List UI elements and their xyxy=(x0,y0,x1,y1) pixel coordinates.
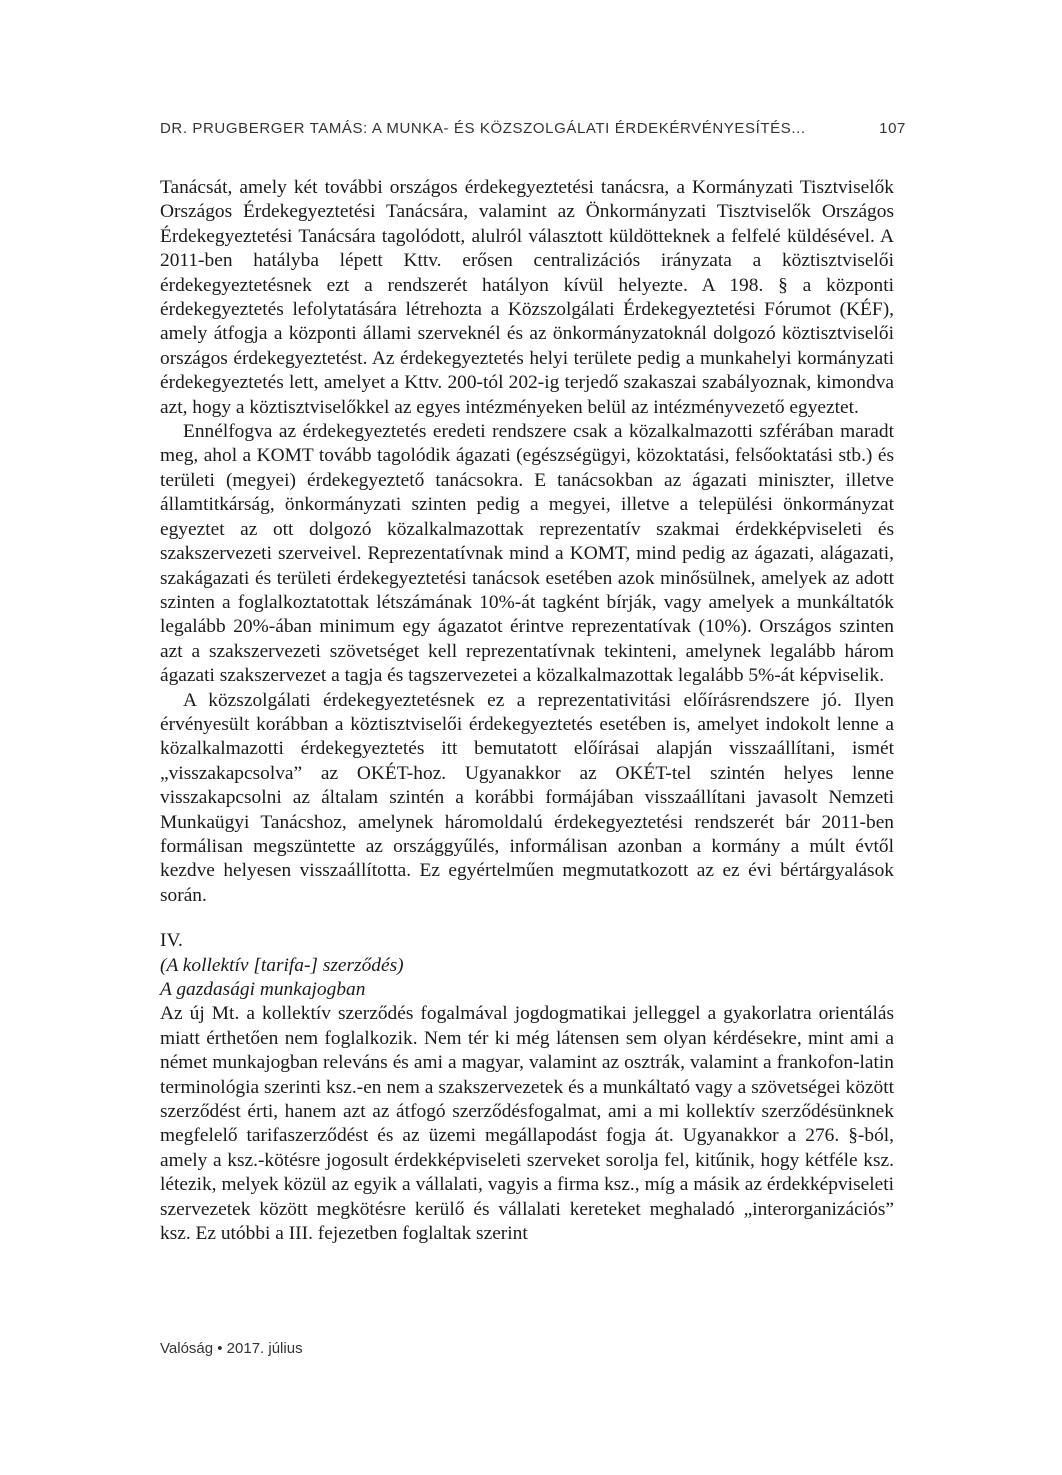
page-number: 107 xyxy=(879,120,906,137)
running-header xyxy=(160,120,906,144)
page-footer: Valóság • 2017. július xyxy=(160,1340,303,1357)
section-number: IV. xyxy=(160,930,183,952)
article-body xyxy=(160,176,894,1246)
paragraph-2: Ennélfogva az érdekegyeztetés eredeti rendszere csak a közalkalmazotti szférában maradt meg, ahol a KOMT tovább tagolódik ágazati (egészségügyi, közoktatási, felsőoktatási stb.) és területi (megyei) érdekegyeztető tanácsokra. E tanácsokban az ágazati miniszter, illetve államtitkárság, önkormányzati szinten pedig a megyei, illetve a települési önkormányzat egyeztet az ott dolgozó közalkalmazottak reprezentatív szakmai érdekképviseleti és szakszervezeti szerveivel. Reprezentatívnak mind a KOMT, mind pedig az ágazati, alágazati, szakágazati és területi érdekegyeztetési tanácsok esetében azok minősülnek, amelyek az adott szinten a foglalkoztatottak létszámának 10%-át tagként bírják, vagy amelyek a munkáltatók legalább 20%-ában minimum egy ágazatot érintve reprezentatívak (10%). Országos szinten azt a szakszervezeti szövetséget kell reprezentatívnak tekinteni, amelynek legalább három ágazati szakszervezet a tagja és tagszervezetei a közalkalmazottak legalább 5%-át képviselik. xyxy=(160,421,894,687)
section-subheading-2: A gazdasági munkajogban xyxy=(160,979,366,1000)
section-subheading-1: (A kollektív [tarifa-] szerződés) xyxy=(160,954,404,976)
paragraph-1: Tanácsát, amely két további országos érdekegyeztetési tanácsra, a Kormányzati Tisztviselők Országos Érdekegyeztetési Tanácsára, valamint az Önkormányzati Tisztviselők Országos Érdekegyeztetési Tanácsára tagolódott, alulról választott küldötteknek a felfelé küldésével. A 2011-ben hatályba lépett Kttv. erősen centralizációs irányzata a köztisztviselői érdekegyeztetésnek ezt a rendszerét hatályon kívül helyezte. A 198. § a központi érdekegyeztetés lefolytatására létrehozta a Közszolgálati Érdekegyeztetési Fórumot (KÉF), amely átfogja a központi állami szerveknél és az önkormányzatoknál dolgozó köztisztviselői országos érdekegyeztetést. Az érdekegyeztetés helyi területe pedig a munkahelyi kormányzati érdekegyeztetés lett, amelyet a Kttv. 200-tól 202-ig terjedő szakaszai szabályoznak, kimondva azt, hogy a köztisztviselőkkel az egyes intézményeken belül az intézményvezető egyeztet. xyxy=(160,177,894,418)
paragraph-4: Az új Mt. a kollektív szerződés fogalmával jogdogmatikai jelleggel a gyakorlatra orientálás miatt érthetően nem foglalkozik. Nem tér ki még látensen sem olyan kérdésekre, mint ami a német munkajogban releváns és ami a magyar, valamint az osztrák, valamint a frankofon-latin terminológia szerinti ksz.-en nem a szakszervezetek és a munkáltató vagy a szövetségei között szerződést érti, hanem azt az átfogó szerződésfogalmat, ami a mi kollektív szerződésünknek megfelelő tarifaszerződést és az üzemi megállapodást fogja át. Ugyanakkor a 276. §-ból, amely a ksz.-kötésre jogosult érdekképviseleti szerveket sorolja fel, kitűnik, hogy kétféle ksz. létezik, melyek közül az egyik a vállalati, vagyis a firma ksz., míg a másik az érdekképviseleti szervezetek között megkötésre kerülő és vállalati kereteket meghaladó „interorganizációs” ksz. Ez utóbbi a III. fejezetben foglaltak szerint xyxy=(160,1003,894,1245)
header-title: DR. PRUGBERGER TAMÁS: A MUNKA- ÉS KÖZSZOLGÁLATI ÉRDEKÉRVÉNYESÍTÉS... xyxy=(160,120,806,137)
paragraph-3: A közszolgálati érdekegyeztetésnek ez a reprezentativitási előírásrendszere jó. Ilyen érvényesült korábban a köztisztviselői érdekegyeztetés esetében is, amelyet indokolt lenne a közalkalmazotti érdekegyeztetés itt bemutatott előírásai alapján visszaállítani, ismét „visszakapcsolva” az OKÉT-hoz. Ugyanakkor az OKÉT-tel szintén helyes lenne visszakapcsolni az általam szintén a korábbi formájában visszaállítani javasolt Nemzeti Munkaügyi Tanácshoz, amelynek háromoldalú érdekegyeztetési rendszerét bár 2011-ben formálisan megszüntette az országgyűlés, informálisan azonban a kormány a múlt évtől kezdve helyesen visszaállította. Ez egyértelműen megmutatkozott az ez évi bértárgyalások során. xyxy=(160,689,894,906)
